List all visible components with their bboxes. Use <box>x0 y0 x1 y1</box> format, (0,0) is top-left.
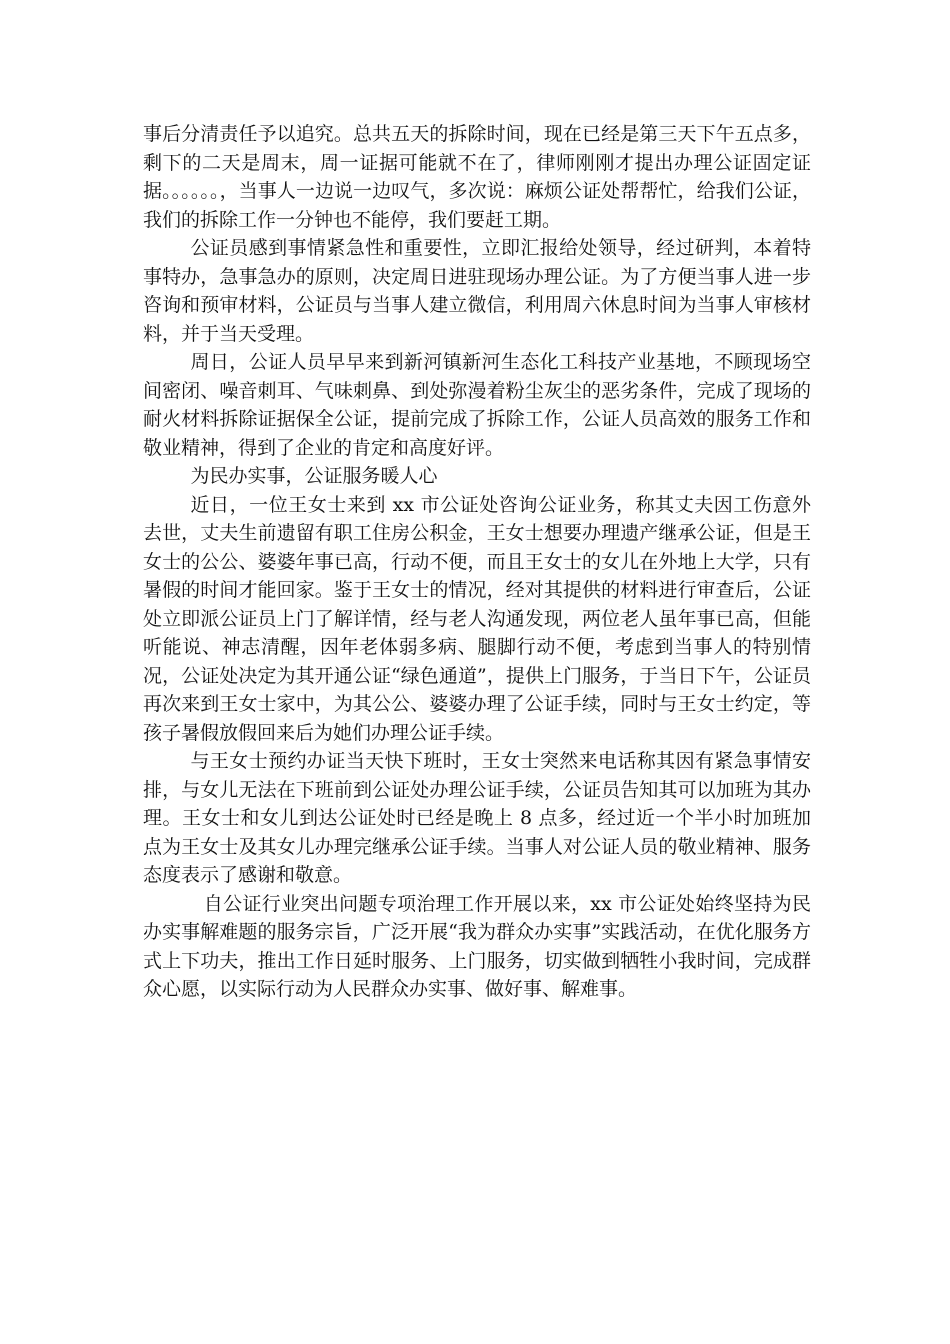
paragraph-overtime-service: 与王女士预约办证当天快下班时，王女士突然来电话称其因有紧急事情安排，与女儿无法在下班前到公证处办理公证手续，公证员告知其可以加班为其办理。王女士和女儿到达公证处时已经是晚上 8 点多，经过近一个半小时加班加点为王女士及其女儿办理完继承公证手续。当事人对公证人员的敬业精神、服务态度表示了感谢和敬意。 <box>143 750 811 886</box>
paragraph-sunday-onsite: 周日，公证人员早早来到新河镇新河生态化工科技产业基地，不顾现场空间密闭、噪音刺耳、气味刺鼻、到处弥漫着粉尘灰尘的恶劣条件，完成了现场的耐火材料拆除证据保全公证，提前完成了拆除工作，公证人员高效的服务工作和敬业精神，得到了企业的肯定和高度好评。 <box>143 351 811 459</box>
section-heading: 为民办实事，公证服务暖人心 <box>190 465 438 487</box>
document-body <box>143 120 811 1004</box>
paragraph-conclusion: 自公证行业突出问题专项治理工作开展以来，xx 市公证处始终坚持为民办实事解难题的服务宗旨，广泛开展“我为群众办实事”实践活动，在优化服务方式上下功夫，推出工作日延时服务、上门服务，切实做到牺牲小我时间，完成群众心愿，以实际行动为人民群众办实事、做好事、解难事。 <box>143 892 811 1000</box>
paragraph-continuation: 事后分清责任予以追究。总共五天的拆除时间，现在已经是第三天下午五点多，剩下的二天是周末，周一证据可能就不在了，律师刚刚才提出办理公证固定证据。。。。。。，当事人一边说一边叹气，多次说：麻烦公证处帮帮忙，给我们公证，我们的拆除工作一分钟也不能停，我们要赶工期。 <box>143 123 811 231</box>
paragraph-notary-urgency: 公证员感到事情紧急性和重要性，立即汇报给处领导，经过研判，本着特事特办，急事急办的原则，决定周日进驻现场办理公证。为了方便当事人进一步咨询和预审材料，公证员与当事人建立微信，利用周六休息时间为当事人审核材料，并于当天受理。 <box>143 237 811 345</box>
paragraph-ms-wang-inheritance: 近日，一位王女士来到 xx 市公证处咨询公证业务，称其丈夫因工伤意外去世，丈夫生前遗留有职工住房公积金，王女士想要办理遗产继承公证，但是王女士的公公、婆婆年事已高，行动不便，而且王女士的女儿在外地上大学，只有暑假的时间才能回家。鉴于王女士的情况，经对其提供的材料进行审查后，公证处立即派公证员上门了解详情，经与老人沟通发现，两位老人虽年事已高，但能听能说、神志清醒，因年老体弱多病、腿脚行动不便，考虑到当事人的特别情况，公证处决定为其开通公证“绿色通道”，提供上门服务，于当日下午，公证员再次来到王女士家中，为其公公、婆婆办理了公证手续，同时与王女士约定，等孩子暑假放假回来后为她们办理公证手续。 <box>143 493 811 744</box>
